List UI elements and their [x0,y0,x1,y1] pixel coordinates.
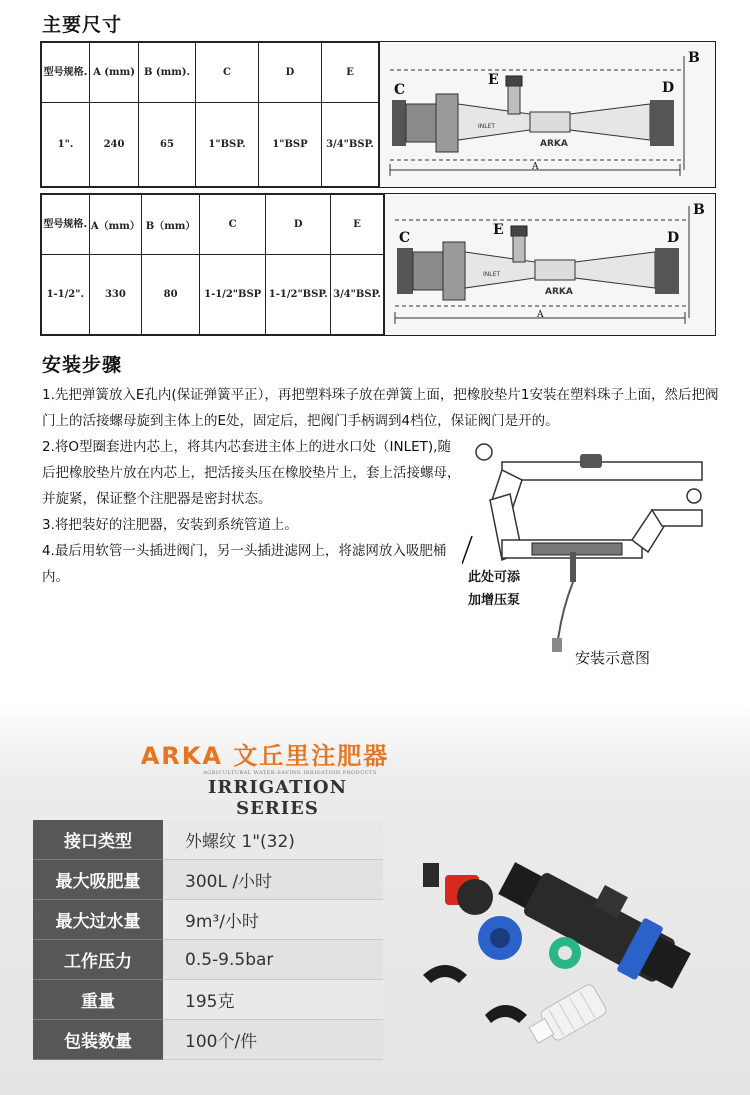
model-value: 1-1/2". [42,255,90,335]
header-e: E [331,195,384,255]
pump-note [468,566,520,612]
header-d: D [259,43,322,103]
pressure-gauge-icon [476,444,492,460]
spec-value: 外螺纹 1"(32) [163,820,383,860]
dimensions-title: 主要尺寸 [42,14,123,36]
series-title: IRRIGATION SERIES [207,777,348,819]
model-label: 型号规格. [42,43,90,103]
value-a: 330 [89,255,142,335]
valve-handle [511,226,527,236]
header-c: C [196,43,259,103]
inlet-label: INLET [478,123,496,130]
spec-value: 100个/件 [163,1020,383,1060]
injector-drawing-svg [380,42,710,185]
spec-row [33,1020,383,1060]
hose-clip-icon [423,965,467,983]
header-a: A (mm) [90,43,139,103]
arka-mark: ARKA [545,287,573,297]
install-step-3: 3.将把装好的注肥器，安装到系统管道上。 [42,517,298,533]
spec-value: 0.5-9.5bar [163,940,383,980]
install-title: 安装步骤 [42,354,123,376]
valve-handle [506,76,522,86]
spec-row [33,940,383,980]
pump-note-line-1: 此处可添 [468,570,521,585]
union-nut [443,242,465,300]
diagram-caption: 安装示意图 [575,649,651,667]
spec-key: 最大过水量 [33,900,163,940]
label-e: E [488,72,499,88]
header-c: C [199,195,266,255]
label-e: E [493,222,504,238]
header-d: D [266,195,331,255]
product-spec-table [33,820,383,1060]
inlet-thread [392,100,406,146]
injector-dimension-drawing [384,194,715,335]
spec-row [33,980,383,1020]
value-a: 240 [90,103,139,187]
spec-key: 重量 [33,980,163,1020]
spec-value: 9m³/小时 [163,900,383,940]
install-step-1: 1.先把弹簧放入E孔内(保证弹簧平正），再把塑料珠子放在弹簧上面，把橡胶垫片1安装在塑料珠子上面，然后把阀门上的活接螺母旋到主体上的E处，固定后，把阀门手柄调到4档位，保证阀门是开的。 [42,387,719,429]
filter-icon [525,983,608,1050]
suction-hose-icon [570,552,576,582]
filter-icon [552,638,562,652]
product-photo [405,815,735,1085]
label-c: C [399,230,411,246]
value-b: 65 [139,103,196,187]
header-b: B（mm） [142,195,200,255]
value-d: 1"BSP [259,103,322,187]
suction-port [508,86,520,114]
spec-table-1 [40,41,716,188]
outlet-thread [650,100,674,146]
injector-body [493,843,701,998]
spec-row [33,820,383,860]
header-e: E [322,43,379,103]
model-label: 型号规格. [42,195,90,255]
value-c: 1-1/2"BSP [199,255,266,335]
inlet-label: INLET [483,271,501,278]
header-a: A（mm） [89,195,142,255]
spec-key: 工作压力 [33,940,163,980]
injector-icon [532,543,622,555]
spec-value: 195克 [163,980,383,1020]
spec-key: 包装数量 [33,1020,163,1060]
installation-sketch [462,440,724,665]
label-c: C [394,82,406,98]
union-nut [436,94,458,152]
spec-row [33,900,383,940]
hose-clip-icon [485,1005,527,1023]
value-b: 80 [142,255,200,335]
injector-dimension-drawing [379,42,715,187]
label-a: A [532,162,539,172]
pump-note-line-2: 加增压泵 [468,593,521,608]
label-b: B [688,50,700,66]
inlet-thread [397,248,413,294]
value-e: 3/4"BSP. [322,103,379,187]
value-d: 1-1/2"BSP. [266,255,331,335]
label-d: D [662,80,675,96]
spec-row [33,860,383,900]
header-b: B (mm). [139,43,196,103]
spec-key: 最大吸肥量 [33,860,163,900]
install-step-4: 4.最后用软管一头插进阀门，另一头插进滤网上，将滤网放入吸肥桶内。 [42,543,447,585]
value-e: 3/4"BSP. [331,255,384,335]
suction-port [513,236,525,262]
label-b: B [693,202,705,218]
spec-table-2 [40,193,716,336]
value-c: 1"BSP. [196,103,259,187]
arka-mark: ARKA [540,139,568,149]
brand-tagline: AGRICULTURAL WATER-SAVING IRRIGATION PRODUCTS [203,770,377,776]
brand-line: ARKA 文丘里注肥器 [140,742,390,770]
injector-drawing-svg [385,194,715,333]
install-step-2: 2.将O型圈套进内芯上，将其内芯套进主体上的进水口处（INLET),随后把橡胶垫片放在内芯上，把活接头压在橡胶垫片上，套上活接螺母，并旋紧，保证整个注肥器是密封状态。 [42,439,461,507]
outlet-thread [655,248,679,294]
spec-key: 接口类型 [33,820,163,860]
model-value: 1". [42,103,90,187]
label-d: D [667,230,680,246]
label-a: A [537,310,544,320]
pressure-gauge-icon [687,489,701,503]
spec-value: 300L /小时 [163,860,383,900]
valve-handle-icon [580,454,602,468]
